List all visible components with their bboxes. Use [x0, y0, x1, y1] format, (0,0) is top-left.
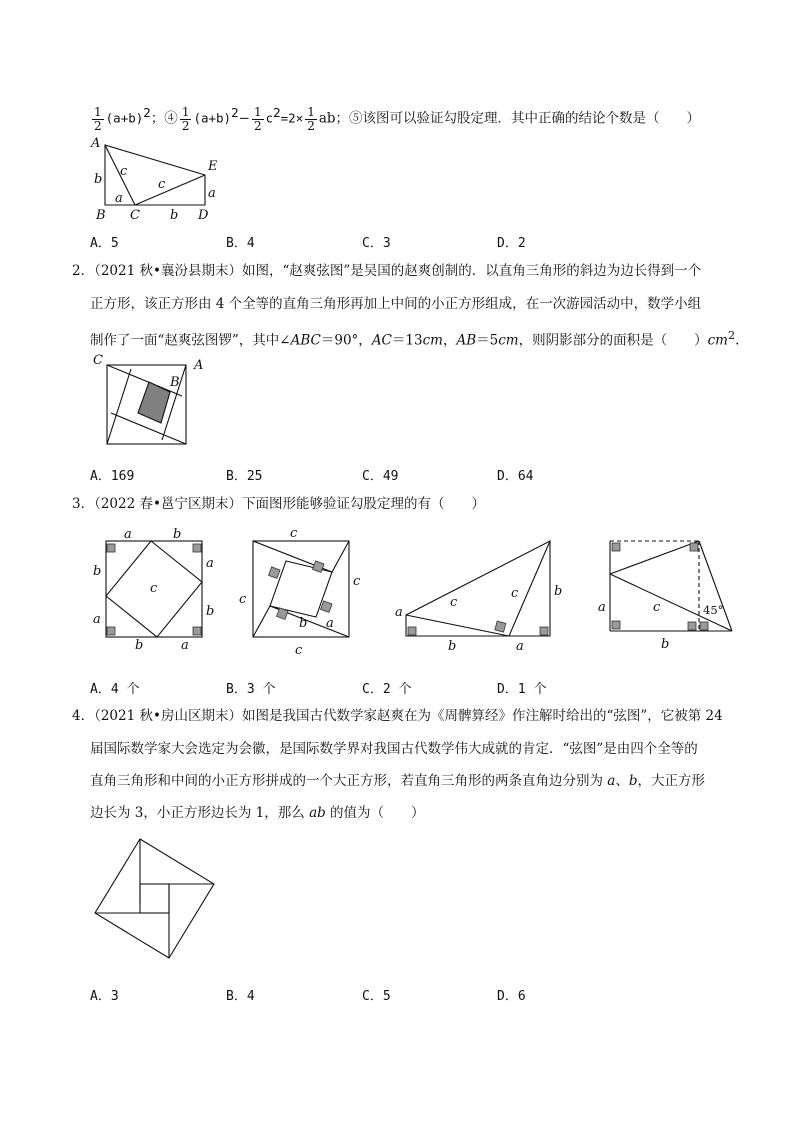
label-a: a: [206, 556, 214, 571]
label-D: D: [198, 208, 209, 223]
segment-c: [406, 615, 509, 636]
label-B: B: [170, 375, 180, 390]
option-a[interactable]: A．5: [90, 236, 119, 251]
right-angle-mark: [612, 543, 620, 551]
outer-tilted-square: [95, 839, 214, 958]
option-c[interactable]: C．5: [362, 989, 391, 1004]
right-angle-mark: [495, 621, 506, 632]
right-angle-mark: [540, 627, 548, 635]
triangle-edges: [253, 541, 349, 572]
label-b: b: [448, 639, 457, 654]
label-c: c: [120, 164, 128, 179]
label-A: A: [194, 358, 204, 373]
q2-zhaoshuang-figure: [90, 352, 215, 457]
label-b: b: [661, 637, 670, 652]
label-C: C: [130, 208, 140, 223]
q2-stem-line2: 正方形，该正方形由 4 个全等的直角三角形再加上中间的小正方形组成，在一次游园活动中，数学小组: [90, 296, 702, 312]
label-b: b: [554, 584, 563, 599]
label-a: a: [115, 191, 123, 206]
option-d[interactable]: D．64: [497, 469, 534, 484]
q1-statement-line: $\frac{1}{2}$ $(a+b)^2$；④ $\frac{1}{2}$ $(a+b)^2-$ $\frac{1}{2}$ $c^2=2\times$ $\frac{1}{2}$ ab；⑤该图可以验证勾股定理．其中正确的结论个数是（ ）: [94, 104, 701, 133]
right-angle-mark: [193, 544, 201, 552]
q4-stem-line3: 直角三角形和中间的小正方形拼成的一个大正方形，若直角三角形的两条直角边分别为 a、b，大正方形: [90, 773, 706, 789]
label-a: a: [124, 527, 132, 542]
option-d[interactable]: D．6: [497, 989, 526, 1004]
option-a[interactable]: A．169: [90, 469, 135, 484]
label-b: b: [173, 527, 182, 542]
label-a: a: [208, 186, 216, 201]
label-c: c: [653, 600, 661, 615]
label-c: c: [511, 586, 519, 601]
label-c: c: [239, 592, 247, 607]
q4-stem-line4: 边长为 3，小正方形边长为 1，那么 ab 的值为（ ）: [90, 805, 425, 821]
right-angle-mark: [688, 622, 696, 630]
label-b: b: [170, 208, 179, 223]
q3-figure-4: [595, 525, 745, 655]
option-c[interactable]: C．2 个: [362, 682, 412, 697]
label-a: a: [598, 600, 606, 615]
label-a: a: [93, 612, 101, 627]
trapezoid-outline: [406, 541, 550, 636]
label-c: c: [295, 643, 303, 658]
label-a: a: [326, 616, 334, 631]
fraction-half: $\frac{1}{2}$: [181, 104, 190, 133]
right-angle-mark: [700, 622, 708, 630]
option-a[interactable]: A．3: [90, 989, 119, 1004]
q3-figure-3: [392, 525, 572, 655]
label-c: c: [290, 526, 298, 541]
right-angle-mark: [269, 567, 281, 579]
label-B: B: [96, 208, 106, 223]
option-d[interactable]: D．2: [497, 236, 526, 251]
fraction-half: $\frac{1}{2}$: [94, 104, 102, 133]
label-a: a: [395, 605, 403, 620]
label-c: c: [158, 177, 166, 192]
right-angle-mark: [313, 561, 325, 573]
label-b: b: [93, 564, 102, 579]
q3-figure-2: [238, 525, 368, 660]
label-b: b: [94, 172, 103, 187]
label-C: C: [93, 353, 103, 368]
option-b[interactable]: B．3 个: [226, 682, 276, 697]
right-angle-mark: [612, 621, 620, 629]
label-c: c: [353, 574, 361, 589]
label-angle: 45°: [703, 603, 724, 617]
option-b[interactable]: B．25: [226, 469, 263, 484]
q4-stem-line1: 4．（2021 秋•房山区期末）如图是我国古代数学家赵爽在为《周髀算经》作注解时给出的“弦图”，它被第 24: [72, 708, 723, 724]
q3-figure-1: [90, 525, 225, 655]
right-angle-mark: [408, 627, 416, 635]
option-a[interactable]: A．4 个: [90, 682, 140, 697]
q2-stem-line3: 制作了一面“赵爽弦图锣”，其中∠ABC＝90°，AC＝13cm，AB＝5cm，则阴影部分的面积是（ ）$cm^2$.: [90, 329, 740, 349]
inner-small-square: [140, 884, 169, 913]
option-b[interactable]: B．4: [226, 989, 255, 1004]
label-c: c: [450, 595, 458, 610]
fraction-half: $\frac{1}{2}$: [253, 104, 262, 133]
triangle-edge: [107, 369, 131, 444]
label-E: E: [208, 159, 218, 174]
label-b: b: [135, 638, 144, 653]
q4-stem-line2: 届国际数学家大会选定为会徽，是国际数学界对我国古代数学伟大成就的肯定．“弦图”是由四个全等的: [90, 741, 698, 757]
shaded-small-square: [138, 382, 170, 423]
q2-stem-line1: 2．（2021 秋•襄汾县期末）如图，“赵爽弦图”是吴国的赵爽创制的．以直角三角形的斜边为边长得到一个: [72, 263, 702, 279]
right-angle-mark: [690, 543, 698, 551]
label-b: b: [299, 616, 308, 631]
label-c: c: [150, 581, 158, 596]
right-angle-mark: [193, 627, 201, 635]
segment-ce: [135, 175, 205, 205]
option-c[interactable]: C．49: [362, 469, 399, 484]
label-b: b: [206, 604, 215, 619]
option-d[interactable]: D．1 个: [497, 682, 547, 697]
q3-stem-line1: 3．（2022 春•邕宁区期末）下面图形能够验证勾股定理的有（ ）: [72, 496, 485, 512]
right-angle-mark: [107, 627, 115, 635]
inner-segment: [610, 541, 699, 574]
label-a: a: [516, 639, 524, 654]
right-angle-mark: [321, 601, 333, 613]
label-A: A: [91, 136, 101, 151]
q1-trapezoid-figure: [88, 135, 228, 225]
option-c[interactable]: C．3: [362, 236, 391, 251]
option-b[interactable]: B．4: [226, 236, 255, 251]
fraction-half: $\frac{1}{2}$: [307, 104, 315, 133]
right-angle-mark: [107, 544, 115, 552]
label-a: a: [181, 638, 189, 653]
q4-string-figure: [88, 830, 223, 965]
